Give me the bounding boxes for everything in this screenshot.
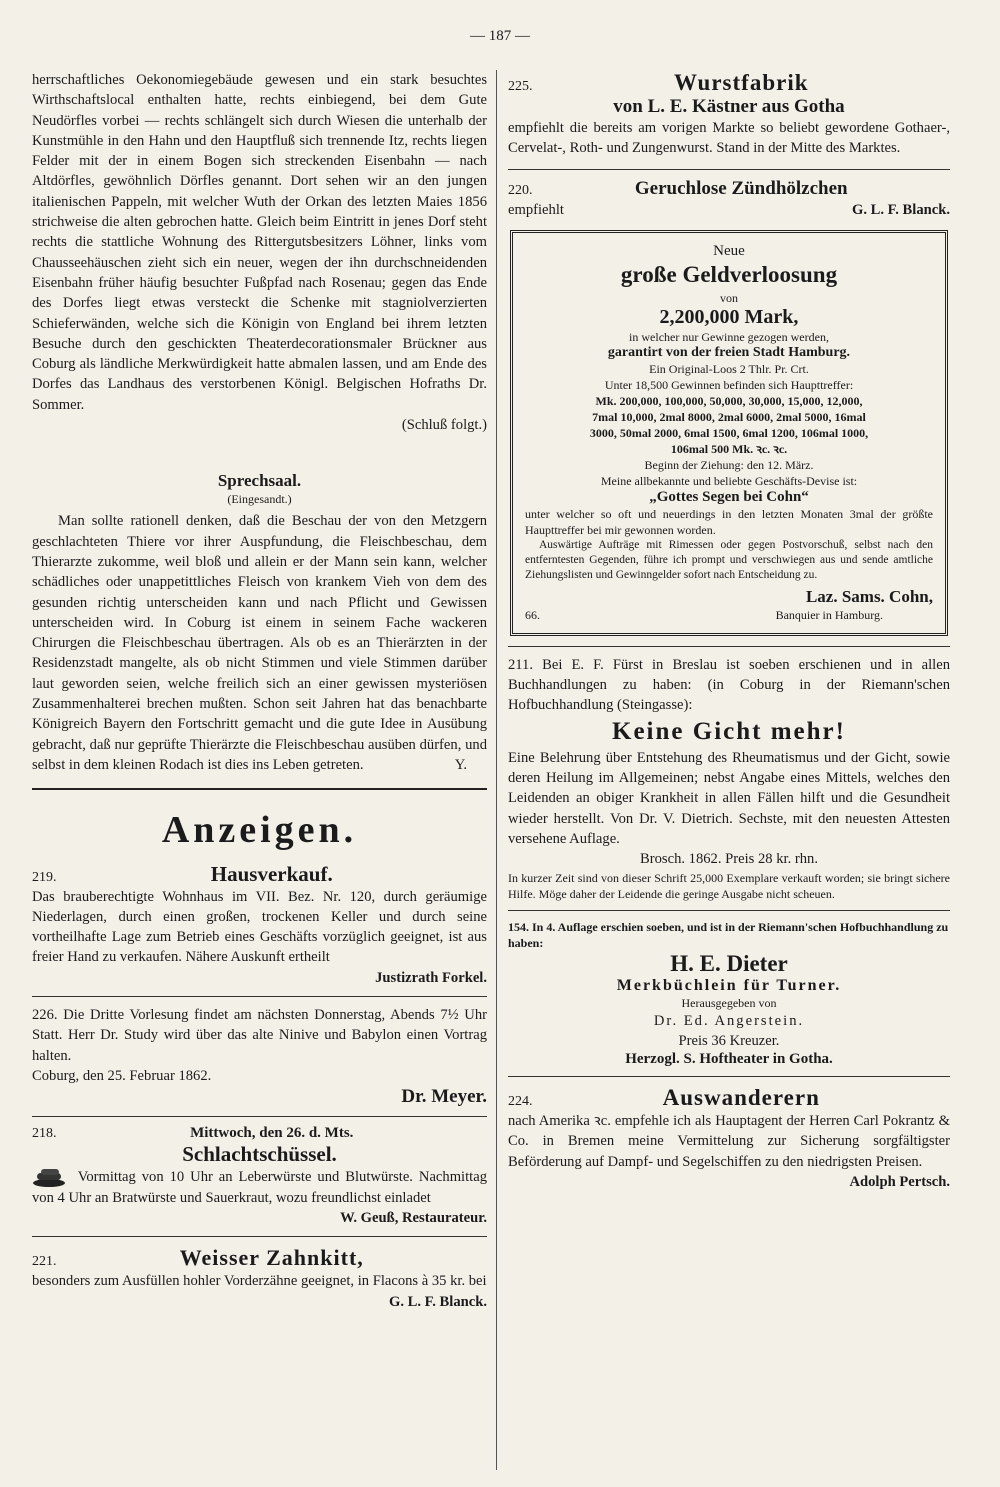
ad-221 bbox=[32, 1245, 487, 1312]
ad-title: Auswanderern bbox=[662, 1085, 820, 1111]
ad-title: Hausverkauf. bbox=[210, 861, 333, 886]
ad-number: 211. bbox=[508, 656, 533, 673]
section-rule bbox=[32, 788, 487, 790]
ad-divider bbox=[508, 910, 950, 911]
column-divider bbox=[496, 70, 497, 1470]
ad-signature: Adolph Pertsch. bbox=[849, 1174, 950, 1191]
article-text: herrschaftliches Oekonomiegebäude gewesen und ein stark besuchtes Wirthschaftslocal enthalten hatte, rechts einbiegend, bei dem Gute Neudörfles vorbei — rechts schlängelt sich durch Wiesen die unterhalb der Kunstmühle in den Hahn und den Hauptfluß sich trennende Itz, rechts liegen Felder mit der in einem Bogen sich streckenden Eisenbahn — nach Altdörfles, gewöhnlich Dörfles genannt. Dort sehen wir an den jungen italienischen Pappeln, mit welcher Wuth der Orkan des letzten Maies 1856 strichweise die alten gebrochen hatte. Gleich beim Eintritt in jenes Dorf steht rechts die stattliche Wohnung des Rittergutsbesitzers Löhner, links vom Chausseehäuschen zieht sich ein neuer, wegen der ihn durchschneidenden Eisenbahn früher häufig besuchter Fußpfad nach Rosenau; gegen das Ende des Dorfes liegt etwas versteckt die Schenke mit stagniolverzierten Schieferwänden, welche sich die Königin von England bei ihrem letzten Besuche durch den geschickten Theaterdecorationsmaler Brückner aus Coburg als ländliche Merkwürdigkeit hatte abmalen lassen, und am Ende des Dorfes das Landhaus des verstorbenen Königl. Belgischen Hofraths Dr. Sommer. bbox=[32, 72, 487, 413]
lottery-motto: „Gottes Segen bei Cohn“ bbox=[649, 488, 809, 505]
ad-signature: W. Geuß, Restaurateur. bbox=[340, 1210, 487, 1227]
lottery-signature-sub: Banquier in Hamburg. bbox=[775, 607, 883, 622]
right-column bbox=[508, 70, 950, 1192]
lottery-prizes: 3000, 50mal 2000, 6mal 1500, 6mal 1200, 106mal 1000, bbox=[589, 425, 869, 440]
lottery-line: in welcher nur Gewinne gezogen werden, bbox=[629, 329, 829, 344]
ad-price: Preis 36 Kreuzer. bbox=[678, 1032, 780, 1049]
lottery-text: unter welcher so oft und neuerdings in den letzten Monaten 3mal der größte Haupttreffer bei mir gewonnen worden. bbox=[525, 506, 933, 537]
ad-divider bbox=[32, 1116, 487, 1117]
lottery-line: Neue bbox=[713, 242, 745, 259]
ad-signature: G. L. F. Blanck. bbox=[389, 1293, 487, 1310]
lottery-line: Unter 18,500 Gewinnen befinden sich Haupttreffer: bbox=[604, 377, 854, 392]
ad-title: H. E. Dieter bbox=[670, 950, 788, 976]
lottery-amount: 2,200,000 Mark, bbox=[659, 305, 799, 328]
ad-number: 220. bbox=[508, 182, 533, 198]
ad-211 bbox=[508, 655, 950, 902]
ad-number: 66. bbox=[525, 607, 540, 622]
ad-signature: Dr. Meyer. bbox=[401, 1086, 487, 1108]
lottery-signature: Laz. Sams. Cohn, bbox=[805, 586, 933, 606]
ad-subtitle: von L. E. Kästner aus Gotha bbox=[613, 96, 845, 117]
ad-subtitle: Merkbüchlein für Turner. bbox=[616, 976, 842, 994]
lottery-line: garantirt von der freien Stadt Hamburg. bbox=[607, 344, 851, 360]
ad-title: Wurstfabrik bbox=[673, 70, 809, 95]
ad-number: 221. bbox=[32, 1254, 57, 1270]
ad-text: Die Dritte Vorlesung findet am nächsten Donnerstag, Abends 7½ Uhr Statt. Herr Dr. Study wird über das alte Ninive und Babylon einen Vortrag halten. bbox=[32, 1006, 487, 1064]
ad-signature: Justizrath Forkel. bbox=[375, 969, 487, 986]
lottery-line: Ein Original-Loos 2 Thlr. Pr. Crt. bbox=[649, 361, 809, 376]
lottery-line: von bbox=[720, 290, 738, 305]
ad-number: 226. bbox=[32, 1006, 58, 1023]
ad-text: nach Amerika ꝛc. empfehle ich als Hauptagent der Herren Carl Pokrantz & Co. in Bremen meine Vermittelung zur Sicherung sorgfältigster Beförderung auf Dampf- und Segelschiffen zu den niedrigsten Preisen. bbox=[508, 1113, 950, 1170]
sprechsaal-subtitle: (Eingesandt.) bbox=[227, 492, 292, 507]
ad-220 bbox=[508, 178, 950, 220]
ad-divider bbox=[508, 646, 950, 647]
ad-description: Eine Belehrung über Entstehung des Rheumatismus und der Gicht, sowie deren Heilung im Allgemeinen; nebst Angabe eines Mittels, welches den Leidenden an obiger Krankheit in allen Fällen hilft und die Gesundheit wieder herstellt. Von Dr. V. Dietrich. Sechste, mit den neuesten Attesten versehene Auflage. bbox=[508, 749, 950, 847]
ad-title: Weisser Zahnkitt, bbox=[179, 1245, 364, 1271]
lottery-line: Meine allbekannte und beliebte Geschäfts-Devise ist: bbox=[600, 473, 858, 488]
ad-219 bbox=[32, 862, 487, 988]
ad-number: 224. bbox=[508, 1094, 533, 1110]
ad-number: 219. bbox=[32, 869, 57, 885]
ad-divider bbox=[508, 1076, 950, 1077]
ad-price: Brosch. 1862. Preis 28 kr. rhn. bbox=[640, 851, 818, 868]
ad-title: Keine Gicht mehr! bbox=[612, 717, 846, 745]
ad-224 bbox=[508, 1085, 950, 1192]
ad-editor-lead: Herausgegeben von bbox=[681, 995, 777, 1010]
ad-note: In kurzer Zeit sind von dieser Schrift 25,000 Exemplare verkauft worden; sie bringt sichere Hilfe. Möge daher der Leidende die geringe Ausgabe nicht scheuen. bbox=[508, 870, 950, 901]
lottery-prizes: 7mal 10,000, 2mal 8000, 2mal 6000, 2mal 5000, 16mal bbox=[592, 409, 866, 424]
anzeigen-title: Anzeigen. bbox=[161, 808, 358, 851]
sprechsaal-signature: Y. bbox=[454, 757, 467, 774]
sprechsaal-title: Sprechsaal. bbox=[217, 471, 302, 491]
ad-divider bbox=[32, 996, 487, 997]
ad-place-date: Coburg, den 25. Februar 1862. bbox=[32, 1067, 212, 1084]
lottery-line: Beginn der Ziehung: den 12. März. bbox=[644, 457, 814, 472]
ad-text: Vormittag von 10 Uhr an Leberwürste und Blutwürste. Nachmittag von 4 Uhr an Bratwürste und Sauerkraut, wozu freundlichst einladet bbox=[32, 1169, 487, 1206]
ad-218 bbox=[32, 1125, 487, 1228]
ad-text: Bei E. F. Fürst in Breslau ist soeben erschienen und in allen Buchhandlungen zu haben: (in Coburg in der Riemann'schen Hofbuchhandlung (Steingasse): bbox=[508, 656, 950, 714]
ad-date: Mittwoch, den 26. d. Mts. bbox=[190, 1125, 354, 1142]
ad-signature: G. L. F. Blanck. bbox=[852, 201, 950, 218]
ad-number: 218. bbox=[32, 1126, 57, 1142]
ad-text: Das brauberechtigte Wohnhaus im VII. Bez. Nr. 120, durch geräumige Niederlagen, durch einen großen, trockenen Keller und durch seine vortheilhafte Lage zum Betrieb eines Geschäfts vorzüglich geeignet, ist aus freier Hand zu verkaufen. Nähere Auskunft ertheilt bbox=[32, 888, 487, 966]
lottery-text: Auswärtige Aufträge mit Rimessen oder gegen Postvorschuß, selbst nach den entferntesten Gegenden, führe ich prompt und verschwiegen aus und sende amtliche Ziehungslisten und Gewinngelder sofort nach Entscheidung zu. bbox=[525, 538, 933, 581]
ad-lead: empfiehlt bbox=[508, 201, 564, 218]
sausage-platter-icon bbox=[32, 1168, 66, 1188]
ad-divider bbox=[32, 1236, 487, 1237]
sprechsaal-text: Man sollte rationell denken, daß die Beschau der von den Metzgern geschlachteten Thiere vor ihrer Auspfundung, die Fleischbeschau, dem Thierarzte zukomme, weil bloß und allein er der Mann sein kann, welcher schädliches oder unappetittliches Fleisch von krankem Vieh von dem des gesunden richtig unterscheiden kann und nach Pflicht und Gewissen unterscheiden wird. In Coburg ist einem in seinem Fache wackeren Chirurgen die Fleischbeschau übertragen. Als ob es an Thierärzten in der Residenzstadt mangelte, als ob nicht Stimmen und viele Stimmen darüber laut geworden seien, welche freilich sich an einer gewissen mysteriösen Zusammenhalterei brechen mußten. Schon seit Jahren hat das benachbarte Königreich Bayern den Fortschritt gemacht und die gute Idee in Ausübung gebracht, daß nur geprüfte Thierärzte die Fleischbeschau ausüben dürfen, und selbst in dem kleinen Rodach ist dies ins Leben getreten. bbox=[32, 513, 487, 773]
ad-text: empfiehlt die bereits am vorigen Markte so beliebt gewordene Gothaer-, Cervelat-, Roth- und Zungenwurst. Stand in der Mitte des Marktes. bbox=[508, 120, 950, 157]
ad-signature: Herzogl. S. Hoftheater in Gotha. bbox=[625, 1051, 833, 1068]
lottery-headline: große Geldverloosung bbox=[620, 261, 838, 287]
ad-divider bbox=[508, 169, 950, 170]
lottery-prizes: 106mal 500 Mk. ꝛc. ꝛc. bbox=[670, 441, 788, 456]
ad-text: besonders zum Ausfüllen hohler Vorderzähne geeignet, in Flacons à 35 kr. bei bbox=[32, 1273, 487, 1290]
ad-editor: Dr. Ed. Angerstein. bbox=[653, 1012, 805, 1029]
ad-number: 225. bbox=[508, 79, 533, 94]
lottery-ad-box bbox=[510, 230, 948, 636]
ad-title: Schlachtschüssel. bbox=[182, 1142, 337, 1167]
ad-225 bbox=[508, 70, 950, 159]
ad-226 bbox=[32, 1005, 487, 1108]
left-column bbox=[32, 70, 487, 1312]
page-number: — 187 — bbox=[470, 28, 530, 44]
lottery-prizes: Mk. 200,000, 100,000, 50,000, 30,000, 15,000, 12,000, bbox=[595, 393, 863, 408]
ad-154 bbox=[508, 919, 950, 1069]
ad-text: 154. In 4. Auflage erschien soeben, und ist in der Riemann'schen Hofbuchhandlung zu haben: bbox=[508, 919, 949, 950]
article-continued: (Schluß folgt.) bbox=[401, 417, 487, 434]
ad-title: Geruchlose Zündhölzchen bbox=[634, 177, 848, 199]
